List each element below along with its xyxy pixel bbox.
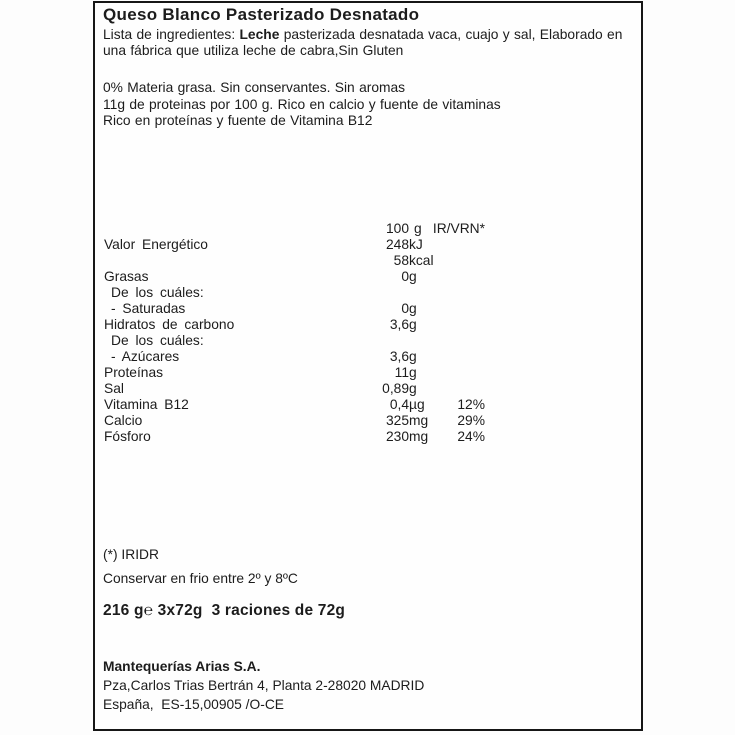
product-label — [93, 1, 643, 731]
nutrient-name: De los cuáles: — [111, 333, 204, 348]
nutrient-unit: g — [409, 317, 417, 332]
nutrient-name: Sal — [104, 381, 124, 396]
nutrient-value: 58 — [393, 253, 409, 268]
table-row — [104, 397, 485, 413]
product-title: Queso Blanco Pasterizado Desnatado — [103, 5, 420, 24]
nutrient-value: 0,89 — [382, 381, 409, 396]
nutrient-name: Grasas — [104, 269, 149, 284]
nutrient-value: 248 — [385, 237, 409, 252]
net-weight: 216 g℮ 3x72g 3 raciones de 72g — [103, 602, 346, 619]
nutrient-unit: g — [409, 381, 417, 396]
nutrient-value: 3,6 — [389, 317, 409, 332]
nutrient-name: - Saturadas — [111, 301, 186, 316]
nutrient-value: 230 — [385, 429, 409, 444]
table-row — [104, 429, 485, 445]
nutrient-ri: 24% — [457, 429, 485, 444]
table-row — [104, 413, 485, 429]
table-row — [104, 365, 485, 381]
table-row — [104, 333, 485, 349]
claims-block — [103, 80, 501, 130]
nutrient-value: 0,4 — [389, 397, 409, 412]
nutrient-unit: µg — [409, 397, 425, 412]
nutrient-ri: 29% — [457, 413, 485, 428]
table-row — [104, 285, 485, 301]
nutrient-name: Proteínas — [104, 365, 164, 380]
claim-line: Rico en proteínas y fuente de Vitamina B12 — [103, 113, 373, 128]
manufacturer-country-code: España, ES-15,00905 /O-CE — [103, 697, 284, 712]
nutrition-header-row — [104, 221, 485, 237]
ingredients-prefix: Lista de ingredientes: — [103, 27, 240, 42]
table-row — [104, 301, 485, 317]
nutrient-name: Fósforo — [104, 429, 151, 444]
nutrient-name: Valor Energético — [104, 237, 208, 252]
nutrient-value: 0 — [401, 301, 409, 316]
nutrient-value: 3,6 — [389, 349, 409, 364]
claim-line: 0% Materia grasa. Sin conservantes. Sin aromas — [103, 80, 406, 95]
nutrient-name: Hidratos de carbono — [104, 317, 235, 332]
table-row — [104, 269, 485, 285]
nutrient-value: 0 — [401, 269, 409, 284]
manufacturer-address: Pza,Carlos Trias Bertrán 4, Planta 2-28020 MADRID — [103, 678, 425, 693]
nutrient-ri: 12% — [457, 397, 485, 412]
nutrition-header-amount: 100 — [385, 221, 409, 236]
ingredients-paragraph — [103, 27, 640, 59]
nutrient-unit: g — [409, 269, 417, 284]
claim-line: 11g de proteinas por 100 g. Rico en calcio y fuente de vitaminas — [103, 96, 501, 112]
ingredients-rest: pasterizada desnatada vaca, cuajo y sal, Elaborado en una fábrica que utiliza leche de cabra,Sin Gluten — [103, 27, 627, 58]
nutrient-name: - Azúcares — [111, 349, 180, 364]
nutrient-value: 11 — [394, 365, 409, 380]
nutrition-table — [104, 221, 485, 445]
nutrient-unit: mg — [409, 429, 429, 444]
table-row — [104, 237, 485, 253]
table-row — [104, 253, 485, 269]
ri-footnote: (*) IRIDR — [103, 547, 159, 562]
nutrient-unit: kJ — [409, 237, 423, 252]
nutrient-name: Vitamina B12 — [104, 397, 189, 412]
table-row — [104, 381, 485, 397]
storage-instructions: Conservar en frio entre 2º y 8ºC — [103, 571, 298, 586]
nutrient-unit: g — [409, 301, 417, 316]
nutrient-unit: kcal — [409, 253, 434, 268]
ingredient-highlight: Leche — [239, 27, 280, 42]
manufacturer-name: Mantequerías Arias S.A. — [103, 659, 261, 674]
nutrient-unit: g — [409, 365, 417, 380]
nutrition-header-unit: g — [414, 221, 422, 236]
nutrient-value: 325 — [385, 413, 409, 428]
table-row — [104, 349, 485, 365]
nutrient-unit: mg — [409, 413, 429, 428]
table-row — [104, 317, 485, 333]
nutrient-unit: g — [409, 349, 417, 364]
nutrition-header-ri: IR/VRN* — [432, 221, 485, 236]
nutrient-name: De los cuáles: — [111, 285, 204, 300]
nutrient-name: Calcio — [104, 413, 143, 428]
